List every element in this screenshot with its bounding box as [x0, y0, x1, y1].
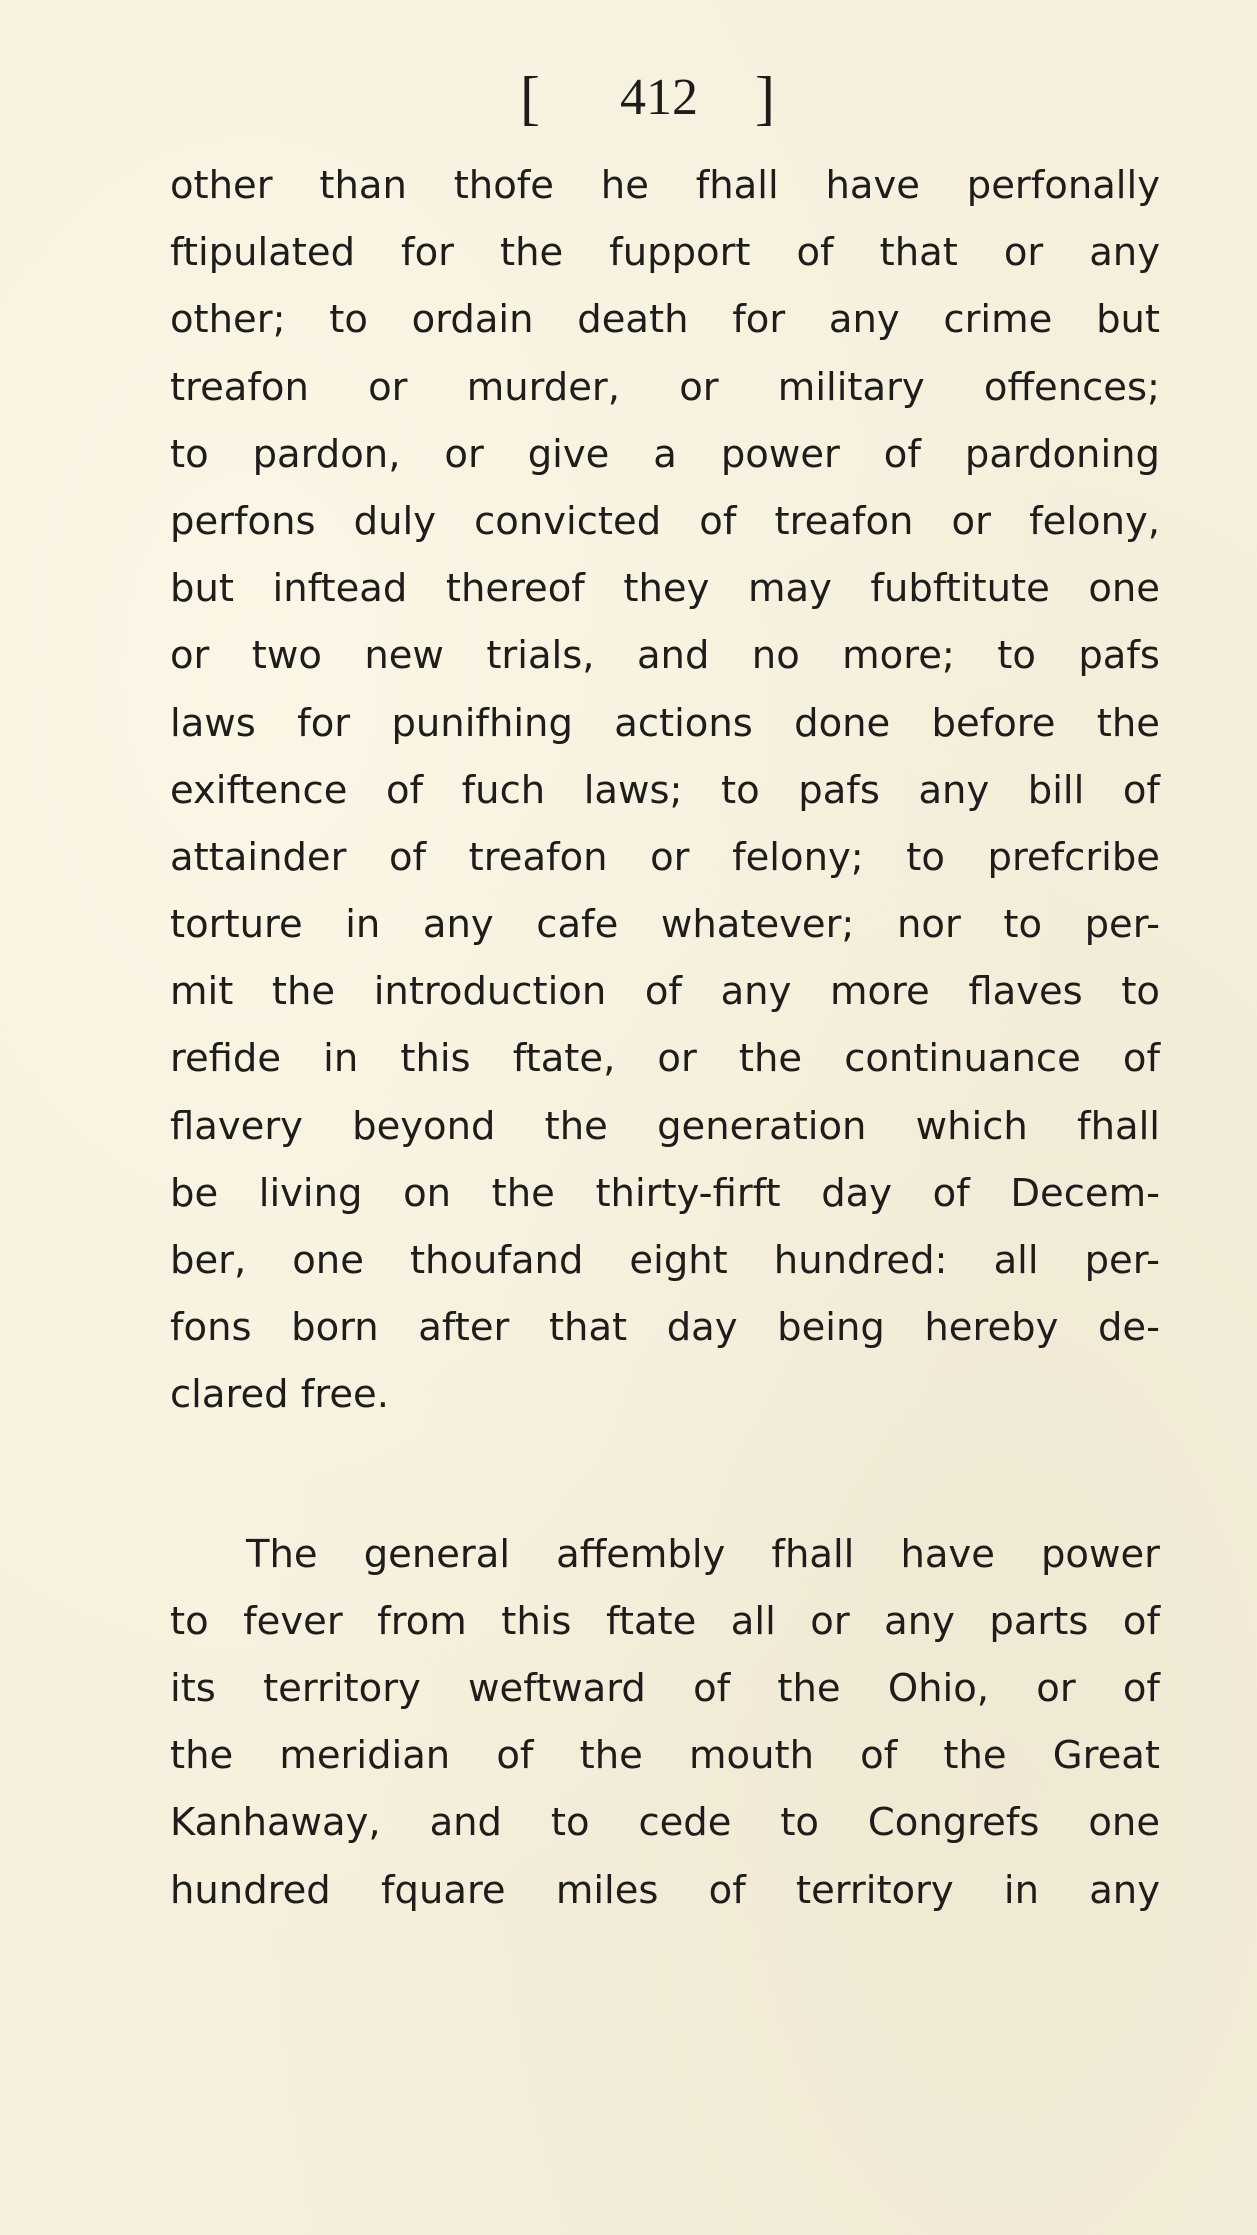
- body-text: [170, 152, 1160, 1924]
- paragraph-gap: [170, 1429, 1160, 1521]
- text-line: or two new trials, and no more; to pafs: [170, 633, 1160, 679]
- paragraph-1: [170, 152, 1160, 1429]
- text-line: attainder of treafon or felony; to prefcribe: [170, 834, 1160, 880]
- text-line: mit the introduction of any more flaves to: [170, 969, 1160, 1015]
- text-line: fons born after that day being hereby de-: [170, 1305, 1160, 1351]
- text-line: ftipulated for the fupport of that or any: [170, 230, 1160, 276]
- page-number-header: [520, 58, 780, 138]
- text-line: laws for punifhing actions done before the: [170, 700, 1160, 746]
- text-line: perfons duly convicted of treafon or felony,: [170, 498, 1160, 544]
- text-line: ber, one thoufand eight hundred: all per-: [170, 1238, 1160, 1283]
- text-line: refide in this ftate, or the continuance of: [170, 1036, 1160, 1082]
- text-line: clared free.: [170, 1372, 389, 1418]
- text-line: flavery beyond the generation which fhall: [170, 1103, 1160, 1149]
- open-bracket: [: [520, 65, 540, 131]
- text-line: Kanhaway, and to cede to Congrefs one: [170, 1800, 1160, 1846]
- text-line: The general affembly fhall have power: [246, 1531, 1160, 1577]
- text-line: treafon or murder, or military offences;: [170, 364, 1160, 410]
- text-line: be living on the thirty-firft day of Decem-: [170, 1170, 1160, 1216]
- text-line: other than thofe he fhall have perfonally: [170, 163, 1160, 208]
- text-line: to pardon, or give a power of pardoning: [170, 431, 1160, 477]
- text-line: the meridian of the mouth of the Great: [170, 1733, 1160, 1779]
- text-line: its territory weftward of the Ohio, or of: [170, 1665, 1160, 1711]
- text-line: but inftead thereof they may fubftitute one: [170, 566, 1160, 612]
- text-line: other; to ordain death for any crime but: [170, 297, 1160, 343]
- text-line: to fever from this ftate all or any parts of: [170, 1598, 1160, 1644]
- text-line: hundred fquare miles of territory in any: [170, 1867, 1160, 1913]
- close-bracket: ]: [755, 65, 775, 131]
- text-line: torture in any cafe whatever; nor to per-: [170, 902, 1160, 948]
- paragraph-2: [170, 1521, 1160, 1924]
- page-number: 412: [620, 69, 698, 126]
- text-line: exiftence of fuch laws; to pafs any bill of: [170, 767, 1160, 813]
